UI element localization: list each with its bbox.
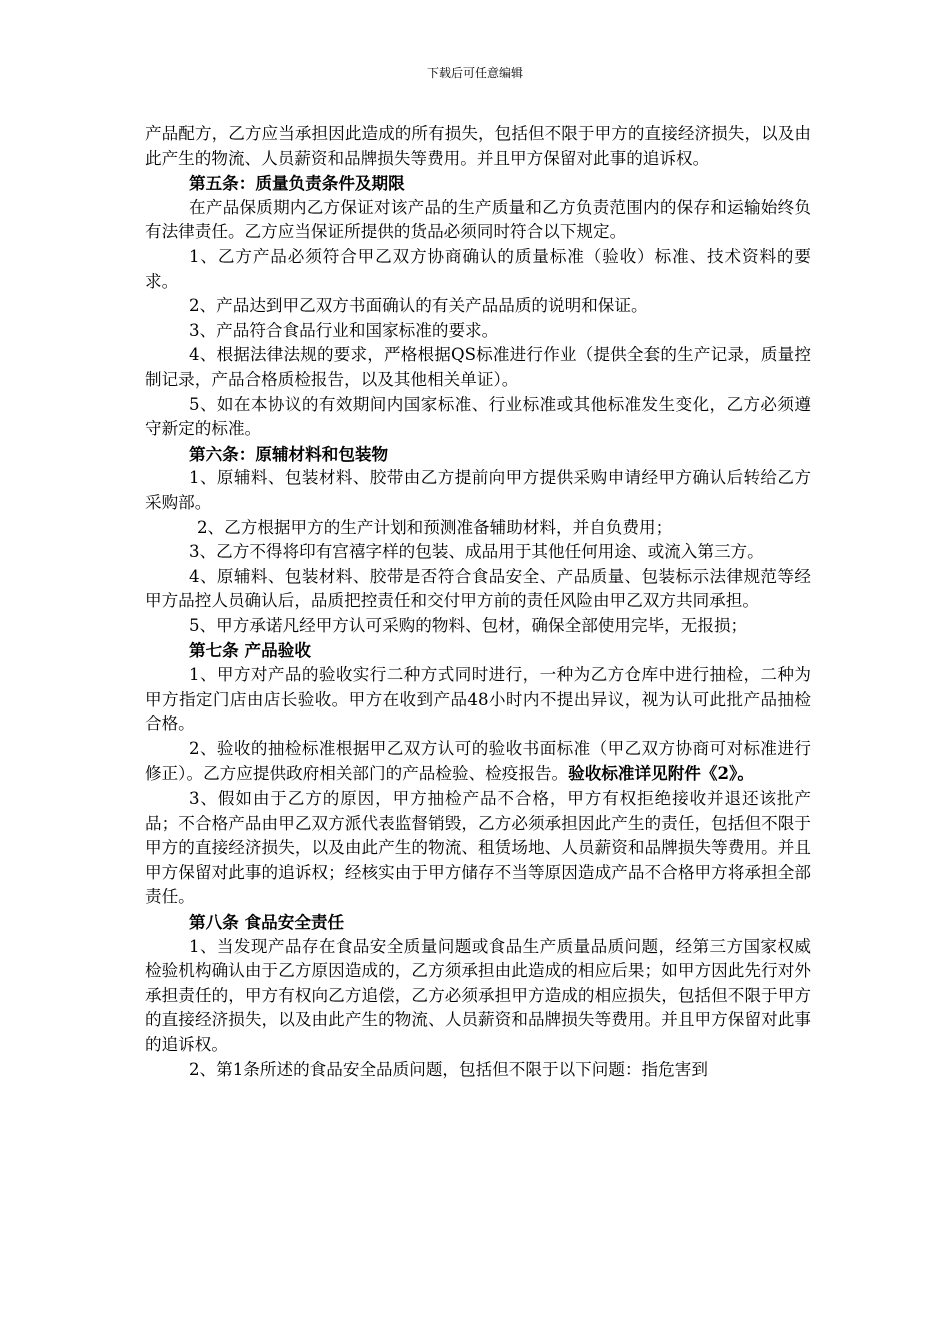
paragraph: 3、乙方不得将印有宫禧字样的包装、成品用于其他任何用途、或流入第三方。 [189, 542, 764, 562]
page-header: 下载后可任意编辑 [426, 66, 523, 80]
paragraph: 5、甲方承诺凡经甲方认可采购的物料、包材，确保全部使用完毕，无报损； [189, 615, 748, 635]
paragraph: 在产品保质期内乙方保证对该产品的生产质量和乙方负责范围内的保存和运输始终负有法律责任。乙方应当保证所提供的货品必须同时符合以下规定。 [145, 197, 811, 242]
paragraph: 3、产品符合食品行业和国家标准的要求。 [189, 320, 499, 340]
paragraph: 2、第1条所述的食品安全品质问题，包括但不限于以下问题：指危害到 [189, 1059, 708, 1079]
document-body [145, 122, 811, 1082]
paragraph: 产品配方，乙方应当承担因此造成的所有损失，包括但不限于甲方的直接经济损失，以及由此产生的物流、人员薪资和品牌损失等费用。并且甲方保留对此事的追诉权。 [145, 124, 811, 168]
bold-reference: 验收标准详见附件《2》。 [568, 763, 754, 784]
section-heading: 第六条：原辅材料和包装物 [189, 443, 389, 464]
paragraph: 1、甲方对产品的验收实行二种方式同时进行，一种为乙方仓库中进行抽检，二种为甲方指定门店由店长验收。甲方在收到产品48小时内不提出异议，视为认可此批产品抽检合格。 [145, 665, 811, 734]
paragraph: 1、原辅料、包装材料、胶带由乙方提前向甲方提供采购申请经甲方确认后转给乙方采购部。 [145, 468, 811, 512]
paragraph-text: 2、验收的抽检标准根据甲乙双方认可的验收书面标准（甲乙双方协商可对标准进行修正）。乙方应提供政府相关部门的产品检验、检疫报告。 [145, 738, 811, 784]
paragraph: 5、如在本协议的有效期间内国家标准、行业标准或其他标准发生变化，乙方必须遵守新定的标准。 [145, 394, 811, 439]
paragraph: 2、产品达到甲乙双方书面确认的有关产品品质的说明和保证。 [189, 296, 648, 316]
paragraph [145, 737, 811, 787]
section-heading: 第五条：质量负责条件及期限 [189, 173, 405, 194]
paragraph: 1、乙方产品必须符合甲乙双方协商确认的质量标准（验收）标准、技术资料的要求。 [145, 246, 811, 291]
paragraph: 4、根据法律法规的要求，严格根据QS标准进行作业（提供全套的生产记录，质量控制记录，产品合格质检报告，以及其他相关单证）。 [145, 345, 811, 389]
paragraph: 2、乙方根据甲方的生产计划和预测准备辅助材料，并自负费用； [197, 517, 673, 537]
paragraph: 3、假如由于乙方的原因，甲方抽检产品不合格，甲方有权拒绝接收并退还该批产品；不合格产品由甲乙双方派代表监督销毁，乙方必须承担因此产生的责任，包括但不限于甲方的直接经济损失，以及由此产生的物流、租赁场地、人员薪资和品牌损失等费用。并且甲方保留对此事的追诉权；经核实由于甲方储存不当等原因造成产品不合格甲方将承担全部责任。 [145, 789, 811, 907]
paragraph: 4、原辅料、包装材料、胶带是否符合食品安全、产品质量、包装标示法律规范等经甲方品控人员确认后，品质把控责任和交付甲方前的责任风险由甲乙双方共同承担。 [145, 566, 811, 611]
section-heading: 第七条 产品验收 [189, 640, 311, 661]
section-heading: 第八条 食品安全责任 [189, 912, 345, 932]
paragraph: 1、当发现产品存在食品安全质量问题或食品生产质量品质问题，经第三方国家权威检验机构确认由于乙方原因造成的，乙方须承担由此造成的相应后果；如甲方因此先行对外承担责任的，甲方有权向乙方追偿，乙方必须承担甲方造成的相应损失，包括但不限于甲方的直接经济损失，以及由此产生的物流、人员薪资和品牌损失等费用。并且甲方保留对此事的追诉权。 [145, 936, 811, 1054]
